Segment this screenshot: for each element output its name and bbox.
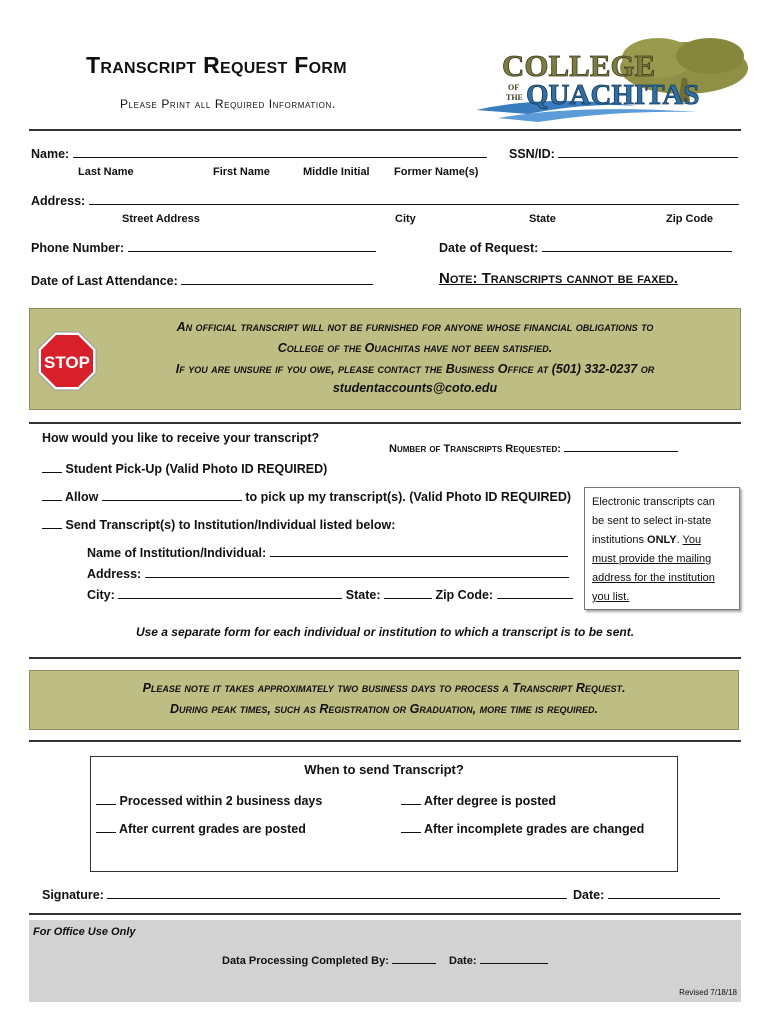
address-caption-zip: Zip Code [666,213,714,225]
address-input-line[interactable] [89,193,739,205]
phone-input-line[interactable] [128,240,376,252]
ssn-input-line[interactable] [558,146,738,158]
institution-city-label: City: [87,588,115,602]
electronic-note-line3 [592,534,701,546]
office-date-input-line[interactable] [480,953,548,964]
electronic-note-line2: be sent to select in-state [592,515,712,527]
name-caption-first: First Name [213,166,270,178]
last-attendance-input-line[interactable] [181,273,373,285]
phone-label: Phone Number: [31,241,125,255]
financial-notice-line1: An official transcript will not be furnished for anyone whose financial obligations to [176,320,654,334]
office-use-box [29,920,741,1002]
option-after-incomplete-grades[interactable] [401,821,644,836]
form-subtitle: Please Print all Required Information. [120,97,336,111]
delivery-question: How would you like to receive your transcript? [42,431,320,445]
header-divider [29,129,741,131]
signature-date-field[interactable] [573,887,720,902]
when-to-send-heading: When to send Transcript? [304,762,464,777]
fax-note: Note: Transcripts cannot be faxed. [439,270,678,287]
number-requested-label: Number of Transcripts Requested: [389,443,561,455]
institution-address-field[interactable] [87,566,569,581]
pickup-checkbox-line[interactable] [42,461,62,473]
option-after-current-grades[interactable] [96,821,306,836]
institution-city-field[interactable] [87,587,573,602]
processed-checkbox-line[interactable] [96,793,116,805]
signature-date-label: Date: [573,888,605,902]
date-of-request-field[interactable] [439,240,732,255]
delivery-divider [29,657,741,659]
number-requested-field[interactable] [389,440,678,455]
revised-date: Revised 7/18/18 [679,988,737,997]
logo-text-college: COLLEGE [502,48,656,83]
electronic-note-you: You [682,534,702,546]
name-label: Name: [31,147,70,161]
stop-sign-text: STOP [44,353,90,372]
ssn-label: SSN/ID: [509,147,555,161]
name-field[interactable] [31,146,487,161]
institution-name-input-line[interactable] [270,545,568,557]
after-degree-label: After degree is posted [424,794,556,808]
college-logo [468,28,752,128]
allow-person-input-line[interactable] [102,489,242,501]
allow-label-suffix: to pick up my transcript(s). (Valid Photo ID REQUIRED) [245,490,572,504]
institution-address-label: Address: [87,567,142,581]
processing-divider [29,740,741,742]
institution-state-label: State: [345,588,381,602]
electronic-note-only: ONLY [647,534,677,546]
option-send-transcript[interactable] [42,517,395,532]
name-caption-former: Former Name(s) [394,166,479,178]
last-attendance-field[interactable] [31,273,373,288]
institution-zip-label: Zip Code: [435,588,494,602]
address-caption-street: Street Address [122,213,200,225]
option-processed-2-days[interactable] [96,793,322,808]
after-degree-checkbox-line[interactable] [401,793,421,805]
option-after-degree[interactable] [401,793,556,808]
name-input-line[interactable] [73,146,487,158]
date-of-request-input-line[interactable] [542,240,732,252]
data-processing-field[interactable] [222,953,436,967]
stop-sign-icon [37,331,97,391]
send-checkbox-line[interactable] [42,517,62,529]
financial-notice-box [29,308,741,410]
signature-label: Signature: [42,888,104,902]
address-field[interactable] [31,193,739,208]
electronic-transcript-note [584,487,740,610]
electronic-note-line4: must provide the mailing [592,553,712,565]
logo-text-ouachitas: QUACHITAS [526,79,700,111]
last-attendance-label: Date of Last Attendance: [31,274,178,288]
signature-field[interactable] [42,887,567,902]
processing-notice-line1: Please note it takes approximately two business days to process a Transcript Request. [142,681,626,695]
signature-divider [29,913,741,915]
institution-name-field[interactable] [87,545,568,560]
processing-notice-line2: During peak times, such as Registration or Graduation, more time is required. [169,702,599,716]
data-processing-label: Data Processing Completed By: [222,955,389,967]
when-to-send-box [90,756,678,872]
option-student-pickup[interactable] [42,461,327,476]
date-of-request-label: Date of Request: [439,241,539,255]
financial-notice-line3: If you are unsure if you owe, please contact the Business Office at (501) 332-0237 or [175,362,655,376]
notice-divider [29,422,741,424]
institution-city-input-line[interactable] [118,587,342,599]
signature-input-line[interactable] [107,887,567,899]
institution-name-label: Name of Institution/Individual: [87,546,267,560]
electronic-note-line1: Electronic transcripts can [592,496,715,508]
electronic-note-line3-post: . [676,534,683,546]
send-label: Send Transcript(s) to Institution/Individual listed below: [65,518,396,532]
after-incomplete-grades-label: After incomplete grades are changed [424,822,645,836]
option-allow-pickup[interactable] [42,489,571,504]
pickup-label: Student Pick-Up (Valid Photo ID REQUIRED) [65,462,328,476]
after-incomplete-grades-checkbox-line[interactable] [401,821,421,833]
signature-date-input-line[interactable] [608,887,720,899]
logo-text-the: THE [506,93,523,102]
separate-form-note: Use a separate form for each individual or institution to which a transcript is to be sent. [135,625,635,639]
allow-label-prefix: Allow [65,490,99,504]
address-caption-city: City [395,213,416,225]
office-date-label: Date: [449,955,477,967]
business-office-email[interactable]: studentaccounts@coto.edu [332,381,498,395]
logo-text-of: OF [508,83,520,92]
address-caption-state: State [529,213,556,225]
office-date-field[interactable] [449,953,548,967]
name-caption-middle: Middle Initial [303,166,370,178]
phone-field[interactable] [31,240,376,255]
ssn-field[interactable] [509,146,738,161]
institution-zip-input-line[interactable] [497,587,573,599]
electronic-note-line6: you list. [592,591,630,603]
financial-notice-line2: College of the Ouachitas have not been satisfied. [277,341,553,355]
processing-notice-box [29,670,739,730]
allow-checkbox-line[interactable] [42,489,62,501]
institution-address-input-line[interactable] [145,566,569,578]
electronic-note-line5: address for the institution [592,572,715,584]
address-label: Address: [31,194,86,208]
number-requested-input-line[interactable] [564,440,678,452]
after-current-grades-checkbox-line[interactable] [96,821,116,833]
name-caption-last: Last Name [78,166,134,178]
electronic-note-line3-pre: institutions [592,534,648,546]
office-use-heading: For Office Use Only [33,926,136,938]
processed-label: Processed within 2 business days [119,794,323,808]
data-processing-input-line[interactable] [392,953,436,964]
institution-state-input-line[interactable] [384,587,432,599]
after-current-grades-label: After current grades are posted [119,822,306,836]
form-title: Transcript Request Form [86,52,347,78]
